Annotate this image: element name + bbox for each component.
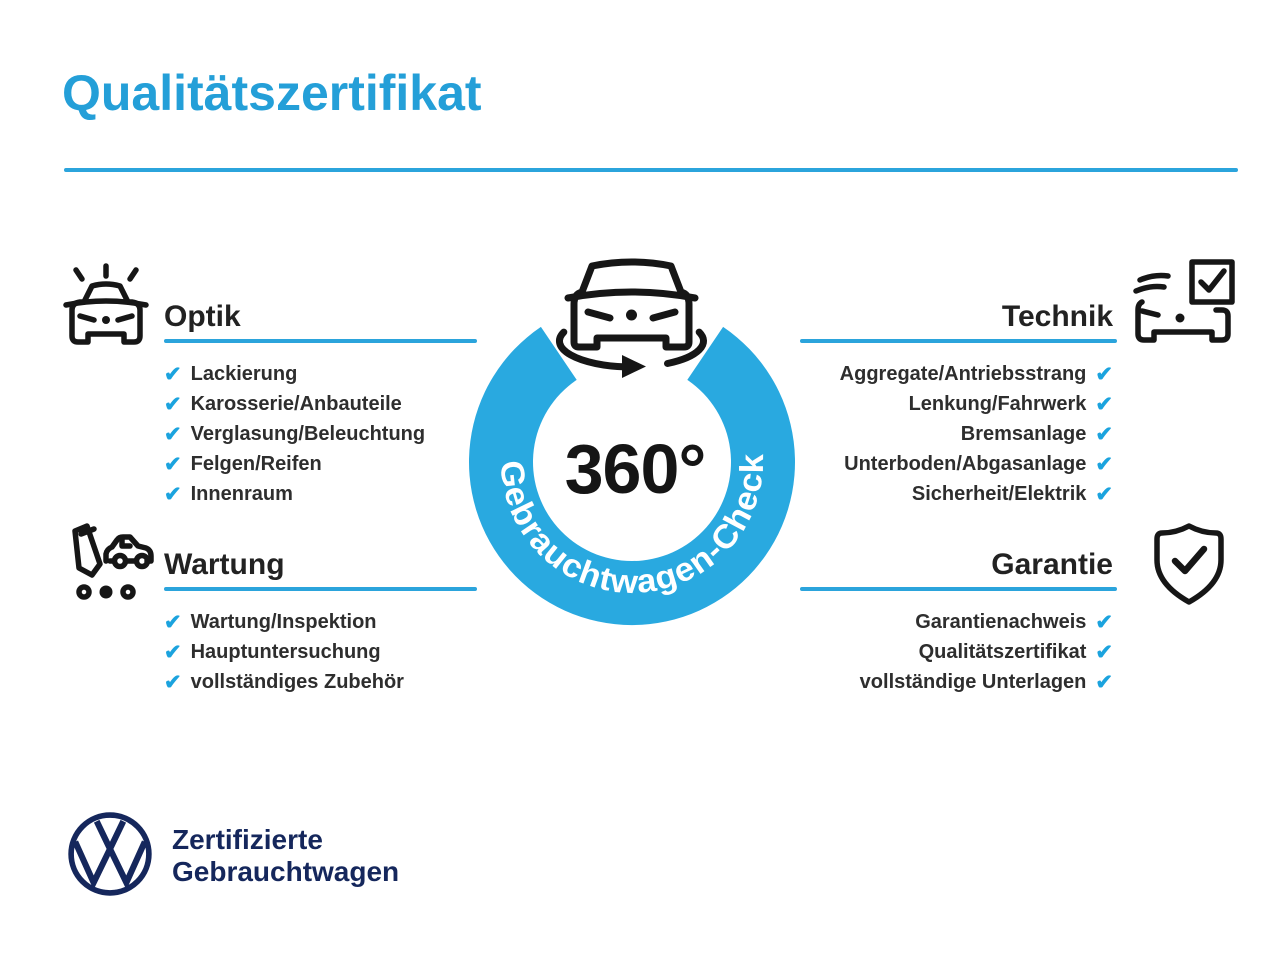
shield-check-icon: [1146, 518, 1232, 610]
check-item-label: Garantienachweis: [915, 610, 1087, 633]
check-item: [164, 667, 477, 697]
check-icon: ✔: [1095, 392, 1113, 416]
check-icon: ✔: [1095, 482, 1113, 506]
check-icon: ✔: [164, 392, 182, 416]
check-item-label: Felgen/Reifen: [190, 452, 322, 475]
check-item: [164, 419, 477, 449]
check-item: [800, 419, 1113, 449]
footer-line1: Zertifizierte: [172, 824, 323, 855]
check-item: [164, 637, 477, 667]
footer-line2: Gebrauchtwagen: [172, 856, 400, 887]
pencil-car-checklist-icon: [58, 516, 154, 608]
check-icon: ✔: [164, 422, 182, 446]
check-item-label: Sicherheit/Elektrik: [911, 482, 1087, 505]
check-item: [800, 667, 1113, 697]
check-item-label: Unterboden/Abgasanlage: [844, 452, 1087, 475]
check-item-label: Qualitätszertifikat: [918, 640, 1087, 663]
technik-checklist: [800, 359, 1113, 509]
section-title-optik: Optik: [164, 300, 241, 333]
check-item-label: Aggregate/Antriebsstrang: [839, 362, 1087, 385]
check-icon: ✔: [1095, 452, 1113, 476]
check-item-label: vollständiges Zubehör: [190, 670, 404, 693]
check-item: [164, 479, 477, 509]
check-item-label: Wartung/Inspektion: [190, 610, 377, 633]
section-title-wartung: Wartung: [164, 548, 285, 581]
check-icon: ✔: [1095, 670, 1113, 694]
check-item-label: Bremsanlage: [960, 422, 1087, 445]
check-item-label: Verglasung/Beleuchtung: [190, 422, 426, 445]
check-icon: ✔: [1095, 640, 1113, 664]
vw-logo: [66, 810, 154, 898]
check-item: [800, 637, 1113, 667]
check-icon: ✔: [1095, 422, 1113, 446]
check-item-label: Innenraum: [190, 482, 293, 505]
check-icon: ✔: [164, 362, 182, 386]
section-divider-technik: [800, 339, 1117, 343]
check-item: [800, 607, 1113, 637]
page-title: Qualitätszertifikat: [62, 65, 482, 121]
title-divider: [64, 168, 1238, 172]
check-item-label: Karosserie/Anbauteile: [190, 392, 402, 415]
check-icon: ✔: [1095, 362, 1113, 386]
check-item-label: Lackierung: [190, 362, 298, 385]
check-item: [164, 389, 477, 419]
check-icon: ✔: [1095, 610, 1113, 634]
degree-value: 360°: [564, 430, 706, 508]
section-divider-optik: [164, 339, 477, 343]
car-checkbox-icon: [1128, 258, 1238, 350]
check-item: [164, 449, 477, 479]
check-item: [800, 479, 1113, 509]
rotation-arrowhead: [622, 355, 646, 378]
check-item-label: Lenkung/Fahrwerk: [908, 392, 1087, 415]
section-divider-garantie: [800, 587, 1117, 591]
check-item-label: Hauptuntersuchung: [190, 640, 381, 663]
section-title-garantie: Garantie: [991, 548, 1113, 581]
check-item-label: vollständige Unterlagen: [859, 670, 1087, 693]
check-item: [164, 607, 477, 637]
check-item: [800, 449, 1113, 479]
check-icon: ✔: [164, 482, 182, 506]
wartung-checklist: [164, 607, 477, 697]
check-icon: ✔: [164, 452, 182, 476]
check-icon: ✔: [164, 640, 182, 664]
ring-curved-label: Gebrauchtwagen-Check: [493, 453, 771, 601]
check-item: [800, 359, 1113, 389]
optik-checklist: [164, 359, 477, 509]
check-icon: ✔: [164, 610, 182, 634]
check-icon: ✔: [164, 670, 182, 694]
section-divider-wartung: [164, 587, 477, 591]
garantie-checklist: [800, 607, 1113, 697]
check-item: [164, 359, 477, 389]
section-title-technik: Technik: [1001, 300, 1113, 333]
car-rotation-icon: [544, 246, 720, 380]
footer-brand-text: [172, 824, 399, 888]
check-item: [800, 389, 1113, 419]
car-shine-icon: [58, 260, 154, 348]
